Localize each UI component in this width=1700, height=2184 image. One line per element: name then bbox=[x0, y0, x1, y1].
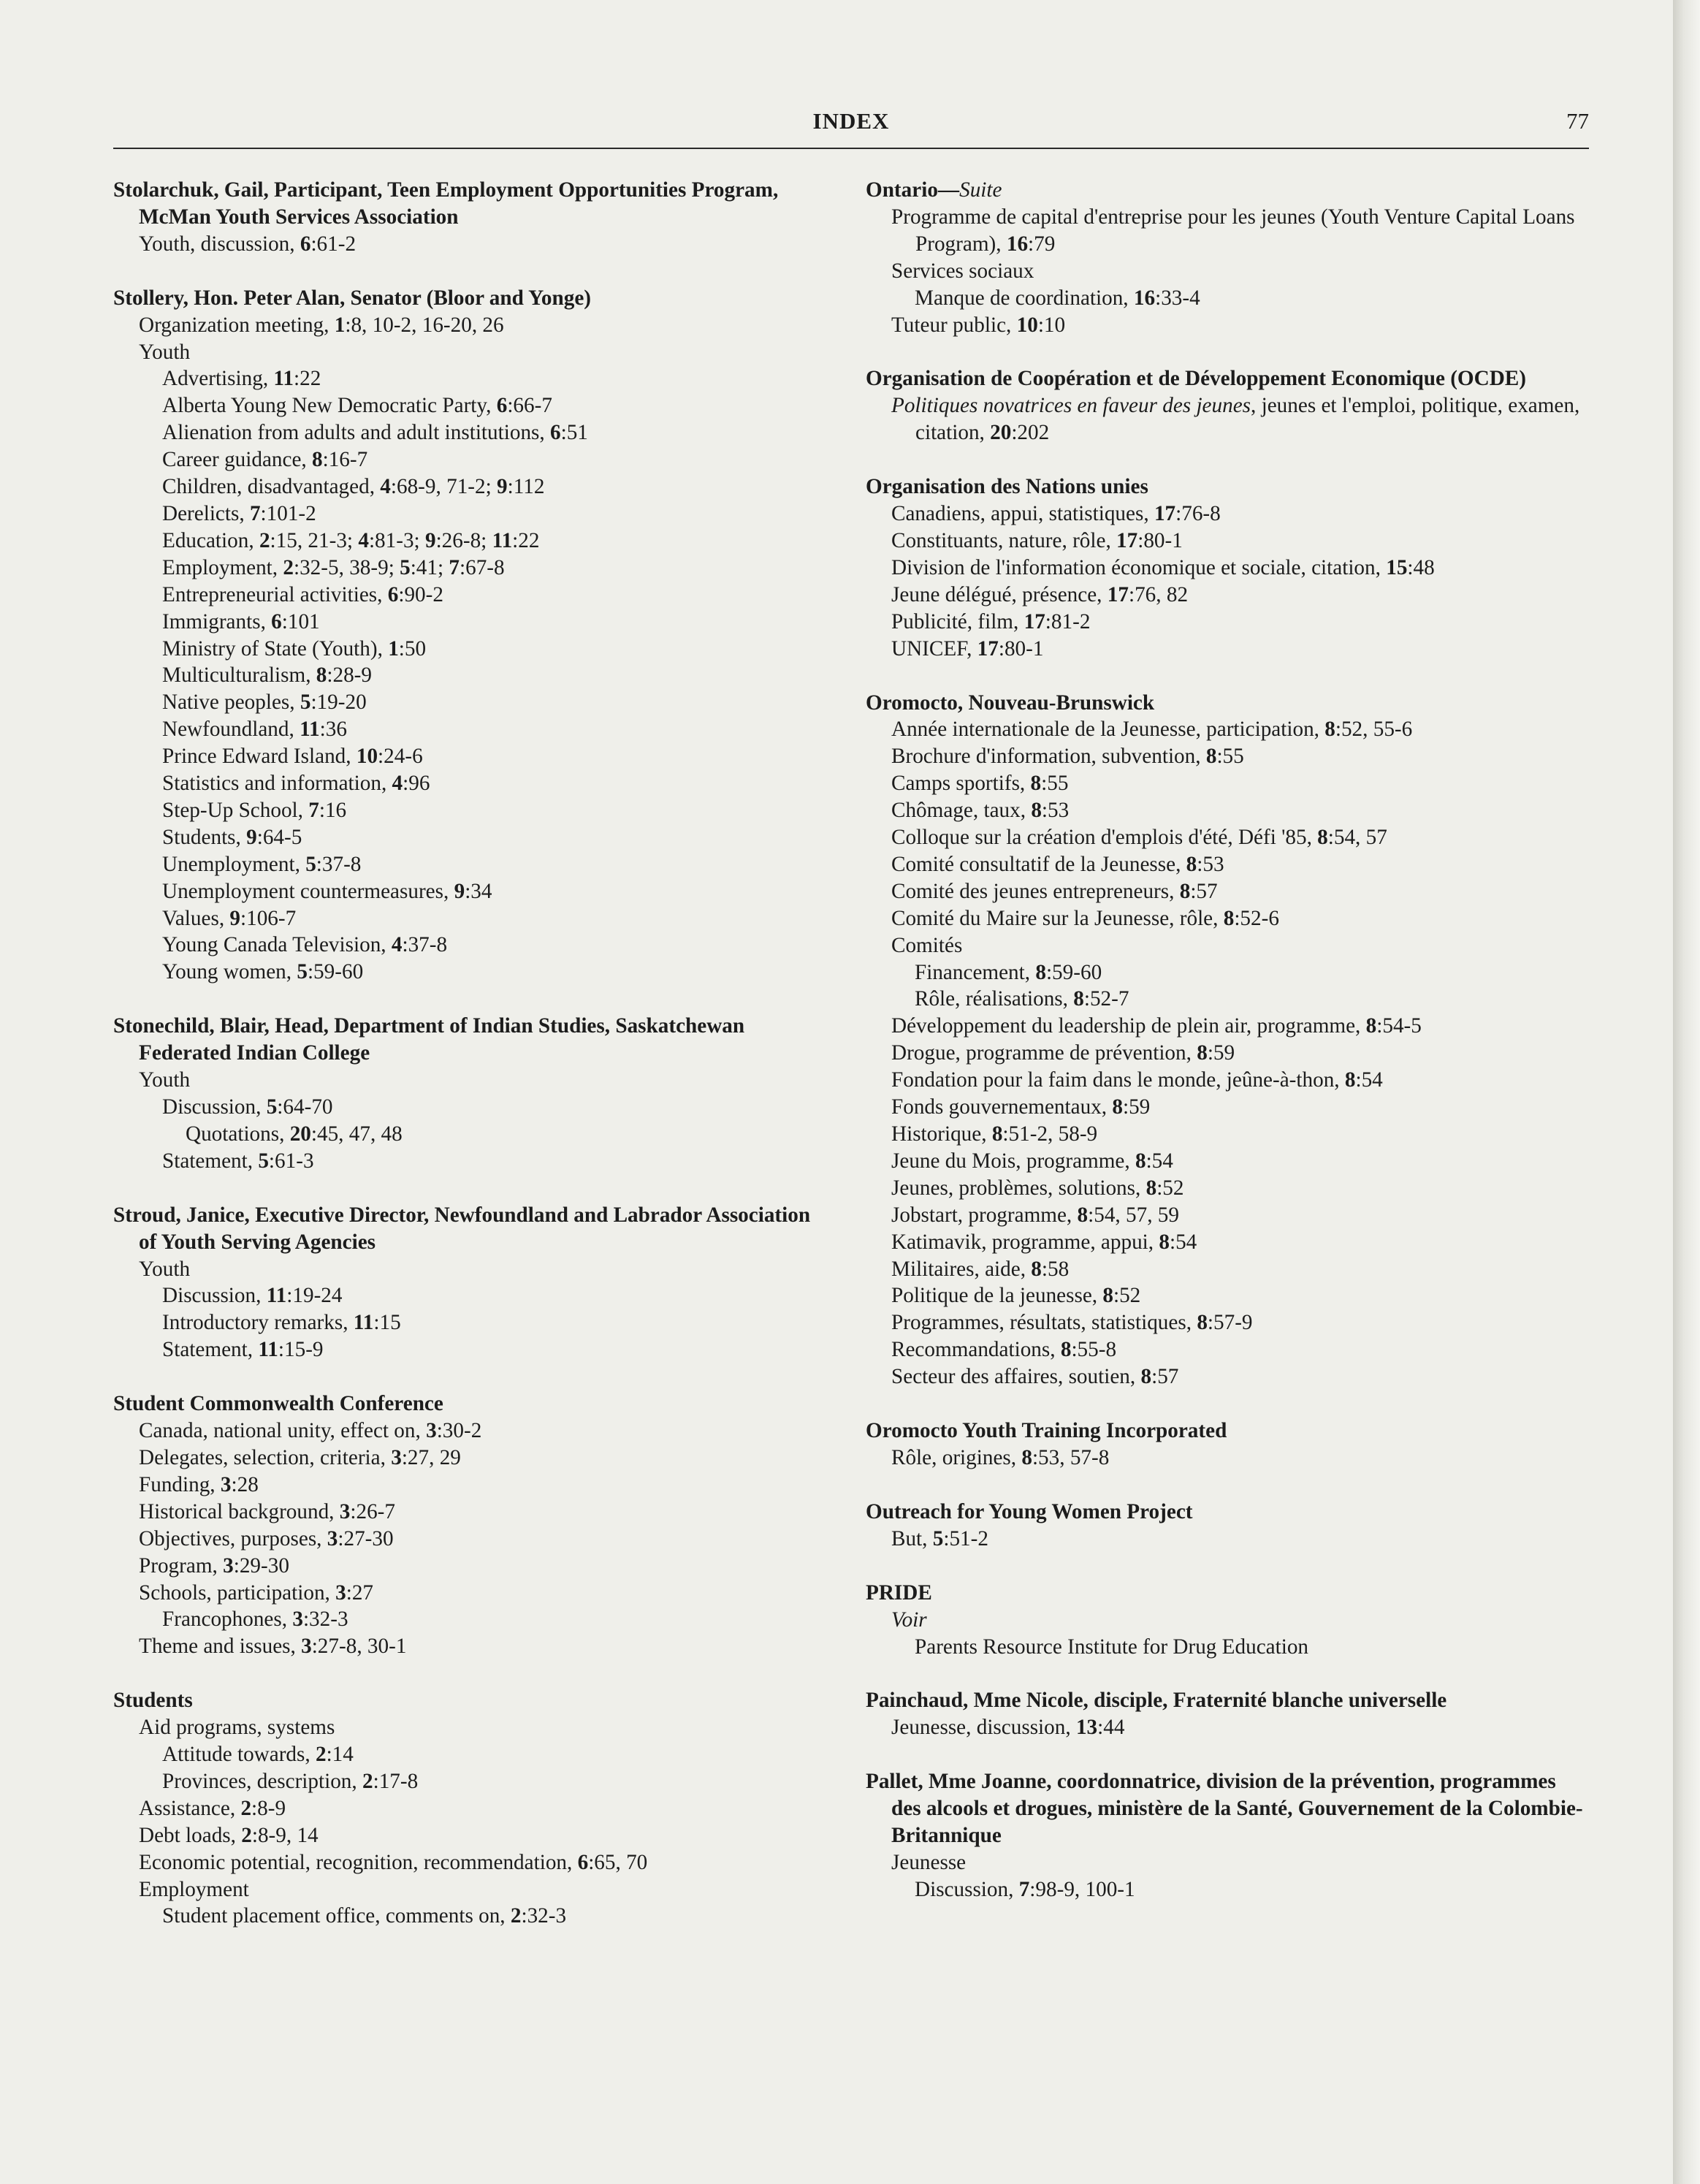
entry-subline: Youth bbox=[139, 1068, 191, 1092]
entry-subline: Jeunesse bbox=[891, 1850, 967, 1874]
index-entry bbox=[866, 365, 1589, 446]
entry-subline: Programme de capital d'entreprise pour les jeunes (Youth Venture Capital Loans Program), 16:79 bbox=[891, 205, 1575, 256]
entry-subline: Unemployment countermeasures, 9:34 bbox=[162, 879, 492, 903]
entry-subline: Funding, 3:28 bbox=[139, 1472, 259, 1496]
entry-subline: Statistics and information, 4:96 bbox=[162, 772, 430, 796]
entry-heading: Outreach for Young Women Project bbox=[866, 1499, 1193, 1523]
index-entry bbox=[866, 690, 1589, 1391]
entry-subline: Année internationale de la Jeunesse, participation, 8:52, 55-6 bbox=[891, 718, 1413, 742]
entry-subline: Secteur des affaires, soutien, 8:57 bbox=[891, 1365, 1179, 1389]
entry-subline: Youth bbox=[139, 340, 191, 364]
entry-subline: Ministry of State (Youth), 1:50 bbox=[162, 636, 427, 661]
entry-subline: Jobstart, programme, 8:54, 57, 59 bbox=[891, 1203, 1179, 1227]
entry-subline: Multiculturalism, 8:28-9 bbox=[162, 663, 373, 688]
entry-subline: Newfoundland, 11:36 bbox=[162, 718, 347, 742]
entry-subline: Division de l'information économique et sociale, citation, 15:48 bbox=[891, 555, 1435, 579]
entry-subline: Camps sportifs, 8:55 bbox=[891, 772, 1069, 796]
entry-subline: Student placement office, comments on, 2:32-3 bbox=[162, 1904, 567, 1928]
entry-subline: Jeunesse, discussion, 13:44 bbox=[891, 1716, 1125, 1740]
entry-subline: Recommandations, 8:55-8 bbox=[891, 1338, 1117, 1362]
entry-heading: Stolarchuk, Gail, Participant, Teen Employment Opportunities Program, McMan Youth Services Association bbox=[113, 178, 779, 229]
entry-subline: Historique, 8:51-2, 58-9 bbox=[891, 1122, 1098, 1146]
entry-heading: PRIDE bbox=[866, 1580, 932, 1605]
entry-subline: Parents Resource Institute for Drug Education bbox=[915, 1635, 1309, 1659]
entry-subline: Discussion, 11:19-24 bbox=[162, 1284, 343, 1308]
index-entry bbox=[866, 1580, 1589, 1661]
entry-subline: Jeunes, problèmes, solutions, 8:52 bbox=[891, 1176, 1184, 1200]
entry-subline: Comités bbox=[891, 933, 963, 957]
entry-subline: Historical background, 3:26-7 bbox=[139, 1499, 395, 1523]
entry-subline: Step-Up School, 7:16 bbox=[162, 798, 347, 822]
entry-subline: Debt loads, 2:8-9, 14 bbox=[139, 1823, 319, 1847]
entry-subline: UNICEF, 17:80-1 bbox=[891, 636, 1044, 661]
index-entry bbox=[113, 1202, 833, 1363]
index-entry bbox=[113, 1013, 833, 1174]
entry-subline: Voir bbox=[891, 1607, 927, 1632]
entry-subline: Militaires, aide, 8:58 bbox=[891, 1257, 1070, 1281]
entry-subline: Francophones, 3:32-3 bbox=[162, 1607, 348, 1632]
entry-subline: Native peoples, 5:19-20 bbox=[162, 690, 367, 715]
entry-subline: Advertising, 11:22 bbox=[162, 367, 321, 391]
entry-subline: Constituants, nature, rôle, 17:80-1 bbox=[891, 528, 1183, 552]
entry-subline: Entrepreneurial activities, 6:90-2 bbox=[162, 582, 443, 606]
entry-heading: Painchaud, Mme Nicole, disciple, Fraternité blanche universelle bbox=[866, 1689, 1447, 1713]
entry-heading: Ontario—Suite bbox=[866, 178, 1002, 202]
entry-subline: Theme and issues, 3:27-8, 30-1 bbox=[139, 1635, 407, 1659]
entry-heading: Student Commonwealth Conference bbox=[113, 1392, 443, 1416]
entry-subline: Statement, 5:61-3 bbox=[162, 1149, 314, 1173]
index-entry bbox=[113, 285, 833, 986]
entry-subline: Values, 9:106-7 bbox=[162, 906, 297, 930]
entry-subline: Unemployment, 5:37-8 bbox=[162, 852, 362, 876]
entry-subline: Discussion, 5:64-70 bbox=[162, 1095, 333, 1119]
entry-subline: Economic potential, recognition, recommendation, 6:65, 70 bbox=[139, 1850, 648, 1874]
entry-subline: Youth, discussion, 6:61-2 bbox=[139, 232, 357, 256]
entry-heading: Pallet, Mme Joanne, coordonnatrice, division de la prévention, programmes des alcools et drogues, ministère de la Santé, Gouvernement de la Colombie-Britannique bbox=[866, 1770, 1583, 1848]
entry-subline: Prince Edward Island, 10:24-6 bbox=[162, 745, 423, 769]
entry-subline: Programmes, résultats, statistiques, 8:57-9 bbox=[891, 1311, 1253, 1335]
entry-subline: Statement, 11:15-9 bbox=[162, 1338, 324, 1362]
running-head bbox=[113, 108, 1589, 152]
entry-subline: Young Canada Television, 4:37-8 bbox=[162, 933, 448, 957]
entry-subline: Comité consultatif de la Jeunesse, 8:53 bbox=[891, 852, 1224, 876]
entry-subline: Politique de la jeunesse, 8:52 bbox=[891, 1284, 1141, 1308]
entry-subline: Introductory remarks, 11:15 bbox=[162, 1311, 401, 1335]
entry-heading: Students bbox=[113, 1689, 193, 1713]
entry-subline: Politiques novatrices en faveur des jeunes, jeunes et l'emploi, politique, examen, citation, 20:202 bbox=[891, 394, 1580, 445]
entry-subline: Manque de coordination, 16:33-4 bbox=[915, 286, 1200, 310]
entry-subline: Children, disadvantaged, 4:68-9, 71-2; 9:112 bbox=[162, 475, 545, 499]
entry-subline: Organization meeting, 1:8, 10-2, 16-20, 26 bbox=[139, 313, 504, 337]
entry-subline: Discussion, 7:98-9, 100-1 bbox=[915, 1877, 1135, 1901]
entry-subline: Provinces, description, 2:17-8 bbox=[162, 1769, 419, 1793]
entry-subline: Schools, participation, 3:27 bbox=[139, 1580, 374, 1605]
entry-subline: Youth bbox=[139, 1257, 191, 1281]
entry-subline: Canadiens, appui, statistiques, 17:76-8 bbox=[891, 502, 1221, 526]
entry-subline: Services sociaux bbox=[891, 259, 1034, 283]
index-entry bbox=[866, 177, 1589, 338]
index-entry bbox=[866, 1418, 1589, 1472]
entry-subline: Alberta Young New Democratic Party, 6:66-7 bbox=[162, 394, 552, 418]
index-entry bbox=[866, 473, 1589, 662]
header-rule bbox=[113, 148, 1589, 149]
entry-heading: Stollery, Hon. Peter Alan, Senator (Bloor and Yonge) bbox=[113, 286, 592, 310]
entry-subline: Rôle, origines, 8:53, 57-8 bbox=[891, 1445, 1110, 1469]
entry-subline: Fonds gouvernementaux, 8:59 bbox=[891, 1095, 1151, 1119]
index-entry bbox=[113, 1390, 833, 1660]
entry-subline: Rôle, réalisations, 8:52-7 bbox=[915, 987, 1129, 1011]
entry-subline: Canada, national unity, effect on, 3:30-2 bbox=[139, 1419, 482, 1443]
entry-subline: Fondation pour la faim dans le monde, jeûne-à-thon, 8:54 bbox=[891, 1068, 1383, 1092]
entry-subline: Assistance, 2:8-9 bbox=[139, 1796, 286, 1820]
entry-subline: Career guidance, 8:16-7 bbox=[162, 448, 368, 472]
entry-subline: Jeune du Mois, programme, 8:54 bbox=[891, 1149, 1173, 1173]
entry-subline: Attitude towards, 2:14 bbox=[162, 1743, 354, 1767]
entry-subline: Développement du leadership de plein air, programme, 8:54-5 bbox=[891, 1014, 1422, 1038]
page-number: 77 bbox=[1566, 108, 1589, 134]
entry-heading: Oromocto, Nouveau-Brunswick bbox=[866, 690, 1155, 715]
entry-subline: But, 5:51-2 bbox=[891, 1526, 988, 1551]
index-entry bbox=[113, 1687, 833, 1930]
entry-subline: Students, 9:64-5 bbox=[162, 825, 302, 849]
entry-subline: Aid programs, systems bbox=[139, 1716, 335, 1740]
entry-subline: Drogue, programme de prévention, 8:59 bbox=[891, 1041, 1235, 1065]
entry-subline: Publicité, film, 17:81-2 bbox=[891, 609, 1091, 633]
entry-subline: Program, 3:29-30 bbox=[139, 1553, 289, 1578]
entry-subline: Immigrants, 6:101 bbox=[162, 609, 320, 633]
entry-subline: Colloque sur la création d'emplois d'été, Défi '85, 8:54, 57 bbox=[891, 826, 1387, 850]
entry-subline: Brochure d'information, subvention, 8:55 bbox=[891, 745, 1244, 769]
entry-heading: Stroud, Janice, Executive Director, Newfoundland and Labrador Association of Youth Serving Agencies bbox=[113, 1203, 811, 1254]
entry-subline: Alienation from adults and adult institutions, 6:51 bbox=[162, 421, 588, 445]
entry-subline: Financement, 8:59-60 bbox=[915, 960, 1102, 984]
entry-subline: Tuteur public, 10:10 bbox=[891, 313, 1066, 337]
page-edge-shadow bbox=[1673, 0, 1700, 2184]
entry-subline: Education, 2:15, 21-3; 4:81-3; 9:26-8; 11:22 bbox=[162, 528, 540, 552]
entry-subline: Delegates, selection, criteria, 3:27, 29 bbox=[139, 1445, 461, 1469]
entry-heading: Stonechild, Blair, Head, Department of Indian Studies, Saskatchewan Federated Indian College bbox=[113, 1014, 745, 1065]
entry-subline: Katimavik, programme, appui, 8:54 bbox=[891, 1230, 1197, 1254]
right-column bbox=[866, 177, 1589, 1930]
entry-heading: Oromocto Youth Training Incorporated bbox=[866, 1419, 1227, 1443]
entry-subline: Comité des jeunes entrepreneurs, 8:57 bbox=[891, 879, 1218, 903]
index-entry bbox=[866, 1687, 1589, 1741]
entry-subline: Chômage, taux, 8:53 bbox=[891, 799, 1070, 823]
entry-subline: Jeune délégué, présence, 17:76, 82 bbox=[891, 582, 1189, 606]
entry-subline: Employment bbox=[139, 1877, 249, 1901]
entry-subline: Young women, 5:59-60 bbox=[162, 960, 364, 984]
entry-subline: Quotations, 20:45, 47, 48 bbox=[186, 1122, 403, 1146]
index-entry bbox=[866, 1768, 1589, 1903]
entry-subline: Objectives, purposes, 3:27-30 bbox=[139, 1526, 394, 1551]
left-column bbox=[113, 177, 833, 1957]
index-entry bbox=[113, 177, 833, 258]
entry-subline: Employment, 2:32-5, 38-9; 5:41; 7:67-8 bbox=[162, 555, 505, 579]
entry-subline: Comité du Maire sur la Jeunesse, rôle, 8:52-6 bbox=[891, 906, 1279, 930]
entry-subline: Derelicts, 7:101-2 bbox=[162, 501, 316, 525]
entry-heading: Organisation des Nations unies bbox=[866, 475, 1148, 499]
index-entry bbox=[866, 1499, 1589, 1553]
running-head-title: INDEX bbox=[812, 108, 890, 134]
entry-heading: Organisation de Coopération et de Développement Economique (OCDE) bbox=[866, 367, 1526, 391]
